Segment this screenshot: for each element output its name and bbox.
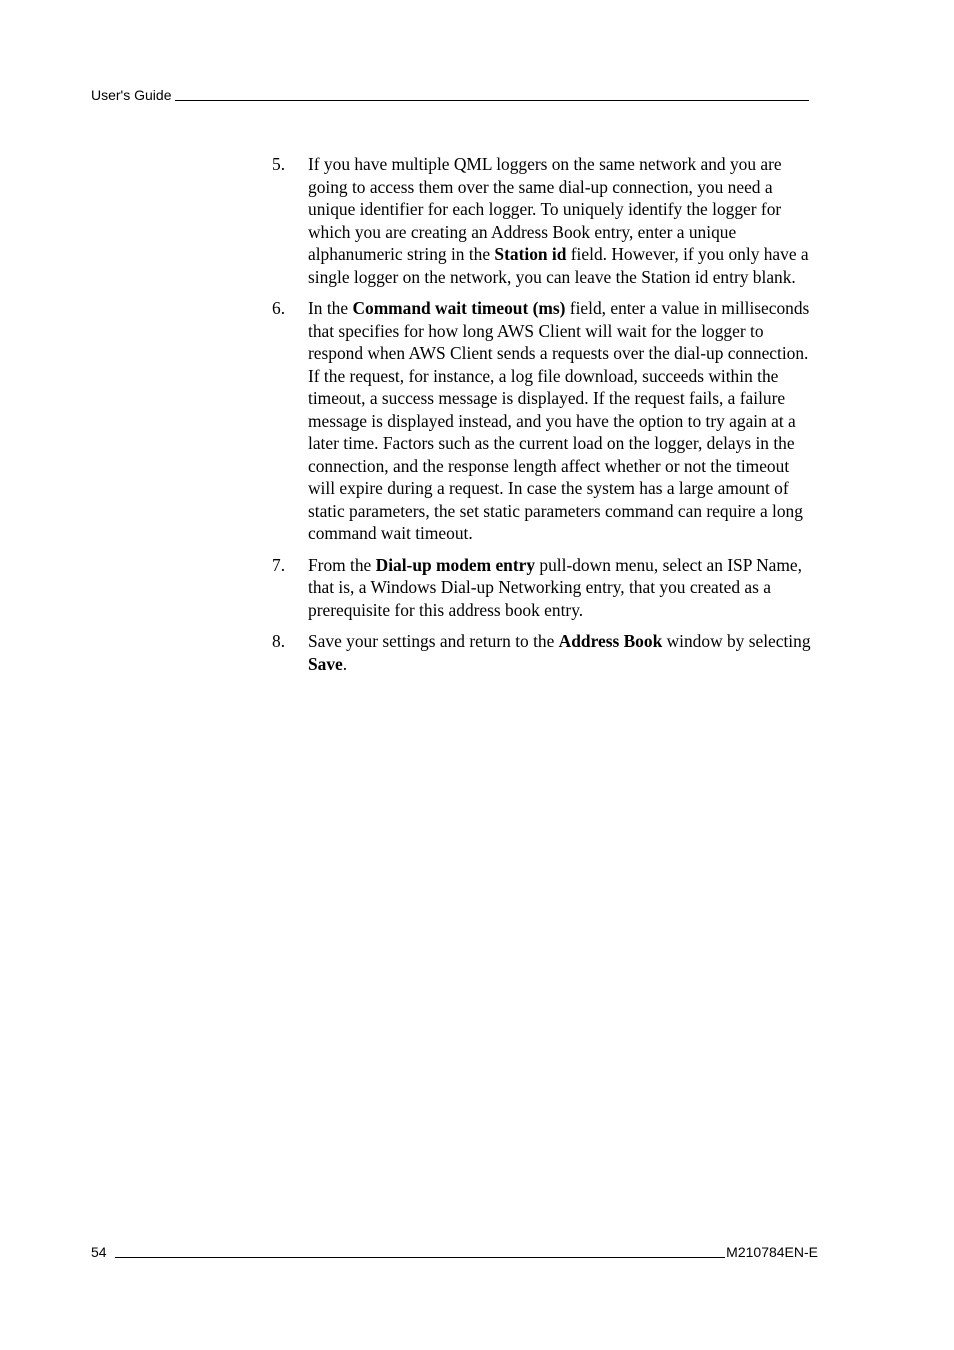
- ui-term-station-id: Station id: [494, 244, 567, 264]
- list-item-step-7: [272, 554, 820, 622]
- step-number: 8.: [272, 631, 286, 651]
- ui-term-command-wait-timeout: Command wait timeout (ms): [352, 298, 566, 318]
- header-rule: [175, 100, 809, 101]
- running-header: [91, 86, 811, 104]
- page-content: [272, 153, 820, 684]
- list-item-step-5: [272, 153, 820, 288]
- footer-rule: [115, 1257, 726, 1258]
- step-text: In the Command wait timeout (ms) field, enter a value in milliseconds that specifies for how long AWS Client will wait for the logger to respond when AWS Client sends a requests over the dial-up connection. If the request, for instance, a log file download, succeeds within the timeout, a success message is displayed. If the request fails, a failure message is displayed instead, and you have the option to try again at a later time. Factors such as the current load on the logger, delays in the connection, and the response length affect whether or not the timeout will expire during a request. In case the system has a large amount of static parameters, the set static parameters command can require a long command wait timeout.: [308, 298, 810, 543]
- step-text: From the Dial-up modem entry pull-down menu, select an ISP Name, that is, a Windows Dial-up Networking entry, that you created as a prerequisite for this address book entry.: [308, 554, 802, 620]
- step-number: 5.: [272, 154, 286, 174]
- step-number: 7.: [272, 554, 286, 575]
- ui-term-dial-up-modem-entry: Dial-up modem entry: [375, 554, 536, 575]
- page-number: 54: [91, 1244, 107, 1260]
- step-text: Save your settings and return to the Address Book window by selecting Save.: [308, 631, 811, 674]
- list-item-step-6: [272, 297, 820, 545]
- list-item-step-8: [272, 630, 820, 675]
- document-code: M210784EN-E: [726, 1244, 818, 1260]
- ui-term-address-book: Address Book: [558, 631, 663, 651]
- running-footer: [91, 1243, 818, 1261]
- step-number: 6.: [272, 298, 286, 318]
- header-title: User's Guide: [91, 87, 172, 103]
- ui-term-save: Save: [308, 653, 343, 674]
- step-text: If you have multiple QML loggers on the same network and you are going to access them over the same dial-up connection, you need a unique identifier for each logger. To uniquely identify the logger for which you are creating an Address Book entry, enter a unique alphanumeric string in the Station id field. However, if you only have a single logger on the network, you can leave the Station id entry blank.: [308, 154, 809, 287]
